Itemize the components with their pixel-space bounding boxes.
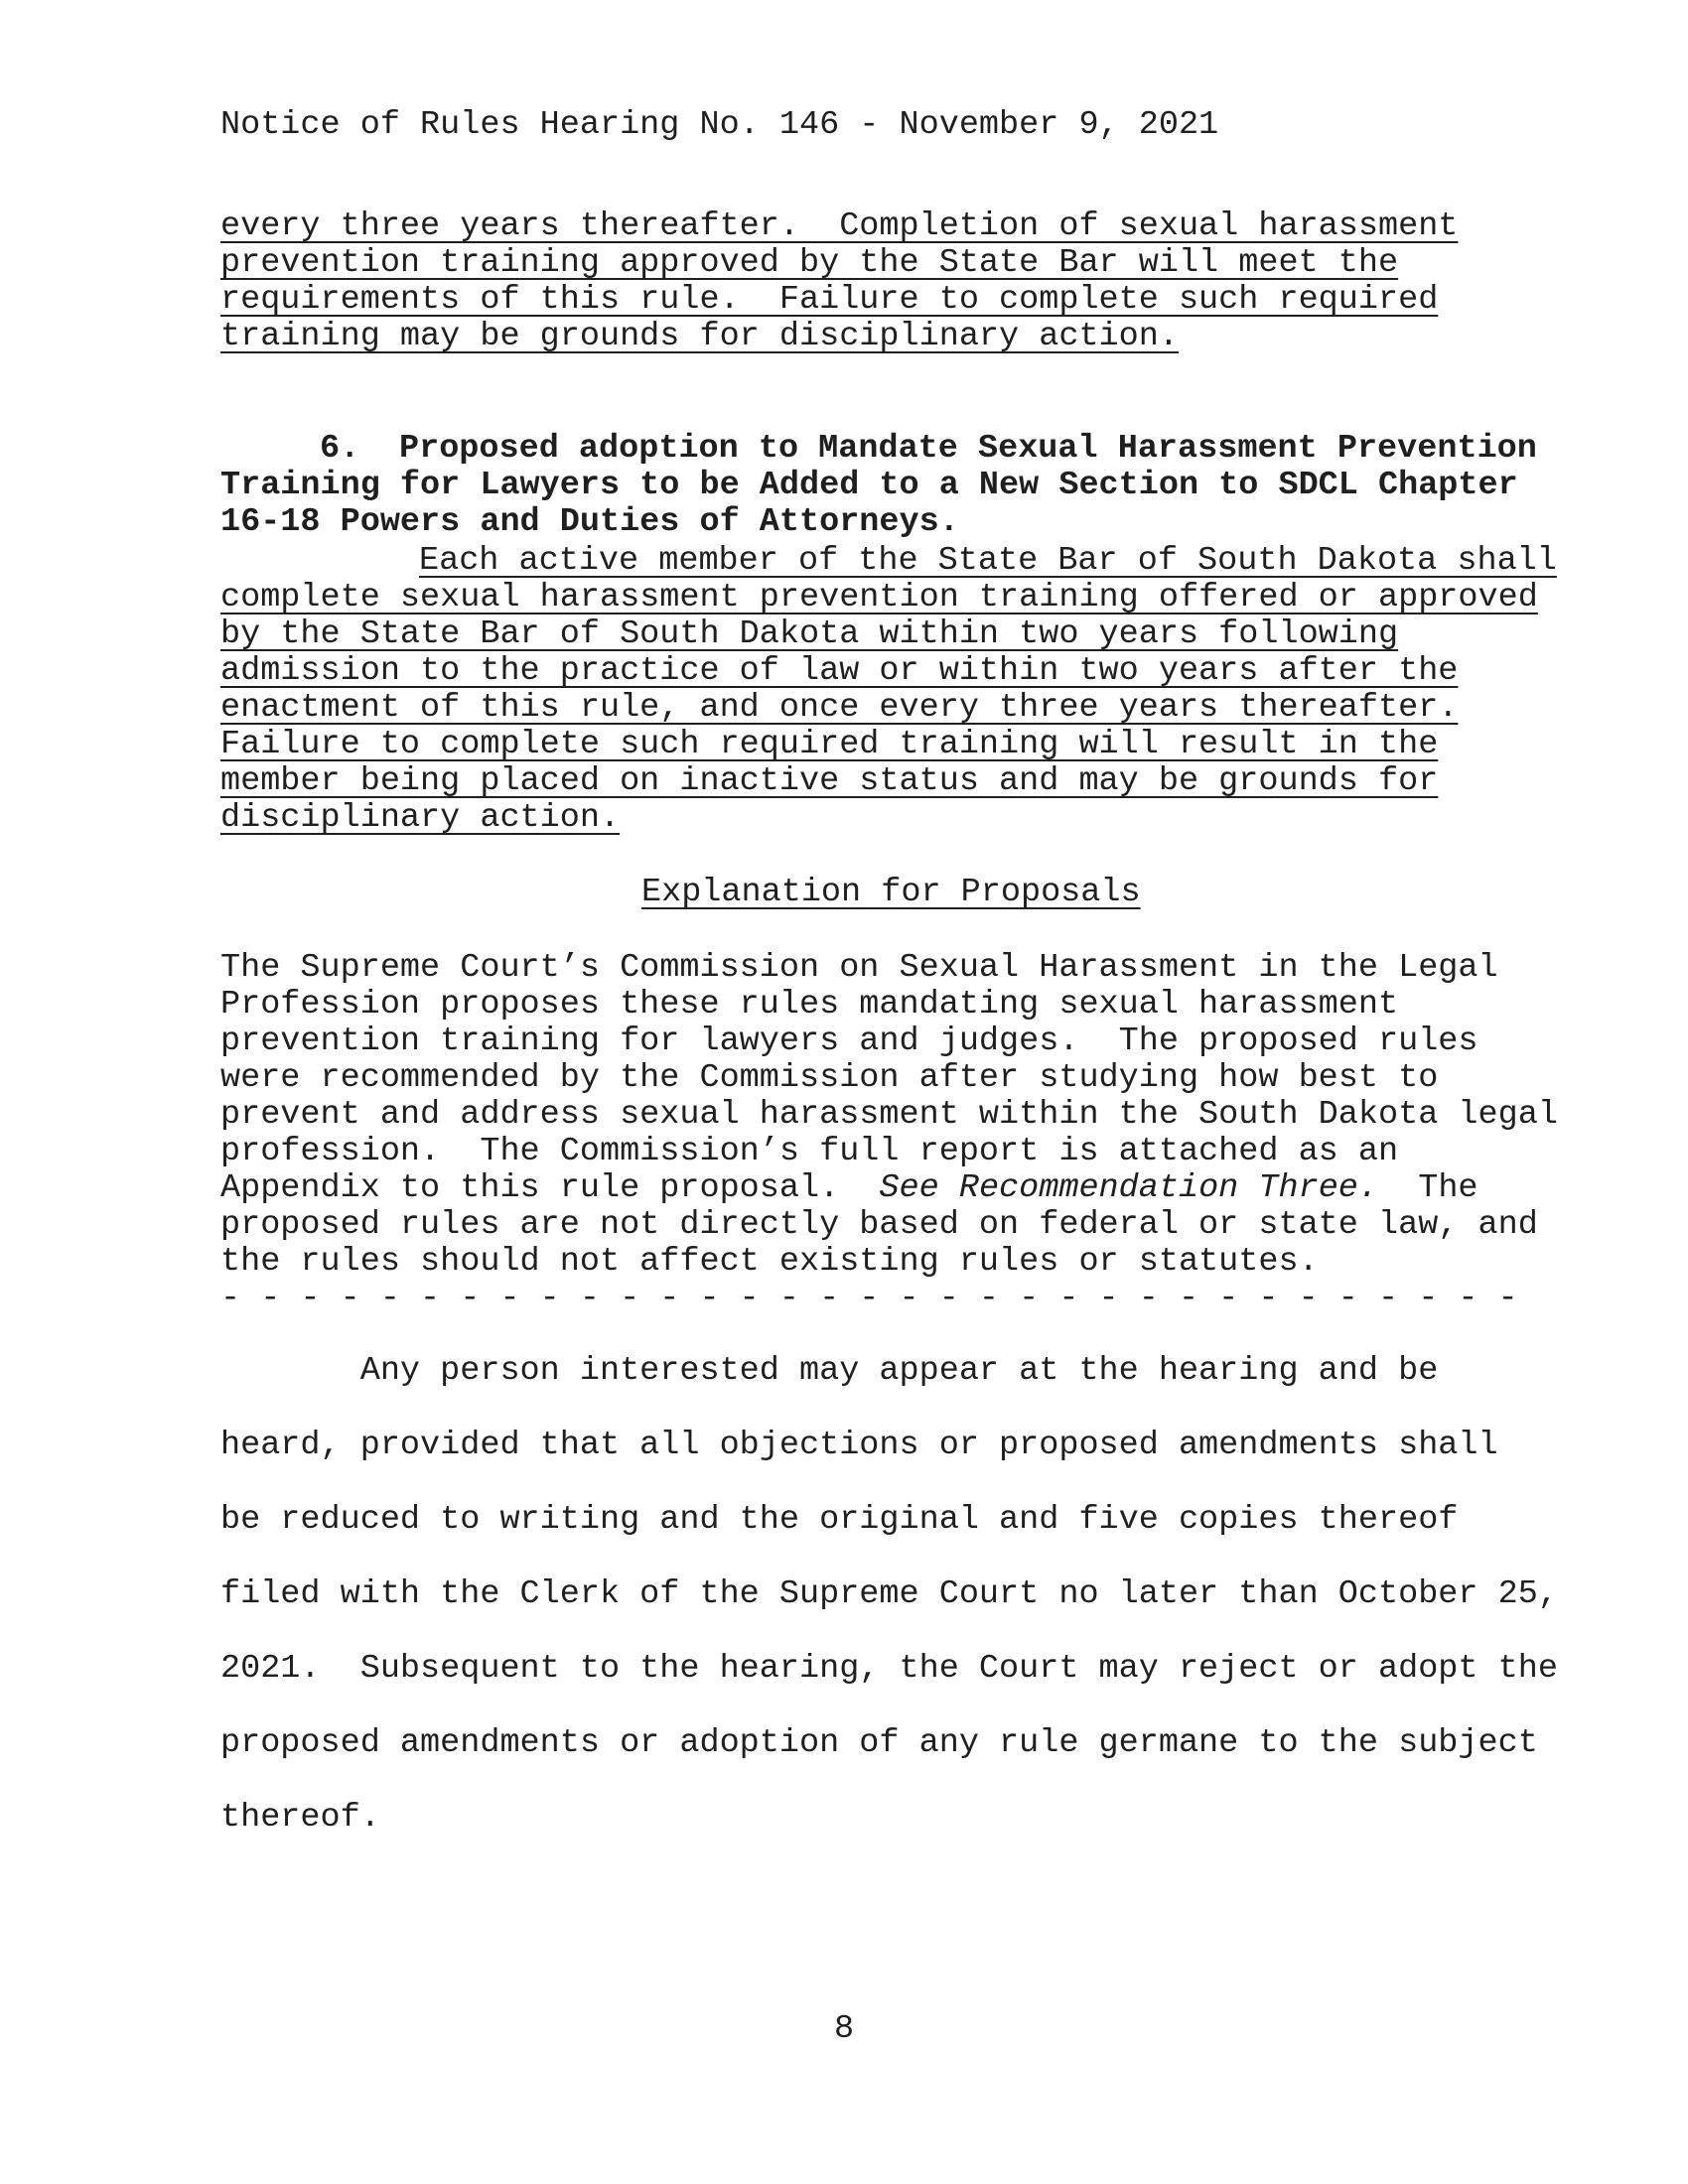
page-header: Notice of Rules Hearing No. 146 - November 9, 2021 bbox=[220, 106, 1219, 144]
explanation-line bbox=[220, 1169, 1478, 1207]
heading-line: 16-18 Powers and Duties of Attorneys. bbox=[220, 503, 959, 541]
closing-line: 2021. Subsequent to the hearing, the Court may reject or adopt the bbox=[220, 1650, 1558, 1688]
body-line: disciplinary action. bbox=[220, 799, 621, 837]
explanation-line: prevention training for lawyers and judges. The proposed rules bbox=[220, 1023, 1478, 1060]
heading-line: Proposed adoption to Mandate Sexual Harassment Prevention bbox=[399, 430, 1537, 468]
explanation-title: Explanation for Proposals bbox=[641, 874, 1141, 911]
closing-line: thereof. bbox=[220, 1799, 380, 1837]
explanation-line: proposed rules are not directly based on federal or state law, and bbox=[220, 1206, 1538, 1244]
heading-line: Training for Lawyers to be Added to a New Section to SDCL Chapter bbox=[220, 467, 1518, 504]
carryover-line: prevention training approved by the State Bar will meet the bbox=[220, 244, 1399, 282]
explanation-line: prevent and address sexual harassment within the South Dakota legal bbox=[220, 1096, 1558, 1134]
closing-line: Any person interested may appear at the hearing and be bbox=[220, 1352, 1439, 1390]
body-line: complete sexual harassment prevention training offered or approved bbox=[220, 579, 1538, 616]
explanation-line: the rules should not affect existing rules or statutes. bbox=[220, 1243, 1319, 1281]
body-line: Failure to complete such required training will result in the bbox=[220, 726, 1439, 763]
explanation-line: The Supreme Court’s Commission on Sexual Harassment in the Legal bbox=[220, 949, 1498, 987]
carryover-line: every three years thereafter. Completion of sexual harassment bbox=[220, 207, 1459, 245]
body-line: enactment of this rule, and once every three years thereafter. bbox=[220, 689, 1459, 727]
carryover-line: training may be grounds for disciplinary action. bbox=[220, 318, 1179, 355]
closing-line: filed with the Clerk of the Supreme Court no later than October 25, bbox=[220, 1575, 1558, 1613]
explanation-text-run: Appendix to this rule proposal. bbox=[220, 1169, 880, 1207]
body-line: by the State Bar of South Dakota within two years following bbox=[220, 615, 1399, 653]
page-number: 8 bbox=[833, 2010, 855, 2048]
section-divider: - - - - - - - - - - - - - - - - - - - - - - - - - - - - - - - - - bbox=[220, 1280, 1518, 1317]
item-6-number: 6. bbox=[320, 430, 360, 468]
explanation-line: Profession proposes these rules mandating sexual harassment bbox=[220, 986, 1399, 1024]
carryover-line: requirements of this rule. Failure to complete such required bbox=[220, 281, 1439, 319]
body-line: admission to the practice of law or within two years after the bbox=[220, 652, 1459, 690]
closing-line: be reduced to writing and the original and five copies thereof bbox=[220, 1501, 1459, 1539]
explanation-line: profession. The Commission’s full report is attached as an bbox=[220, 1133, 1399, 1170]
closing-line: proposed amendments or adoption of any rule germane to the subject bbox=[220, 1724, 1538, 1762]
closing-line: heard, provided that all objections or proposed amendments shall bbox=[220, 1427, 1498, 1464]
body-line: member being placed on inactive status and may be grounds for bbox=[220, 762, 1439, 800]
recommendation-reference: See Recommendation Three. bbox=[879, 1169, 1379, 1207]
body-line: Each active member of the State Bar of South Dakota shall bbox=[419, 542, 1557, 580]
explanation-text-run: The bbox=[1378, 1169, 1478, 1207]
explanation-line: were recommended by the Commission after studying how best to bbox=[220, 1059, 1439, 1097]
